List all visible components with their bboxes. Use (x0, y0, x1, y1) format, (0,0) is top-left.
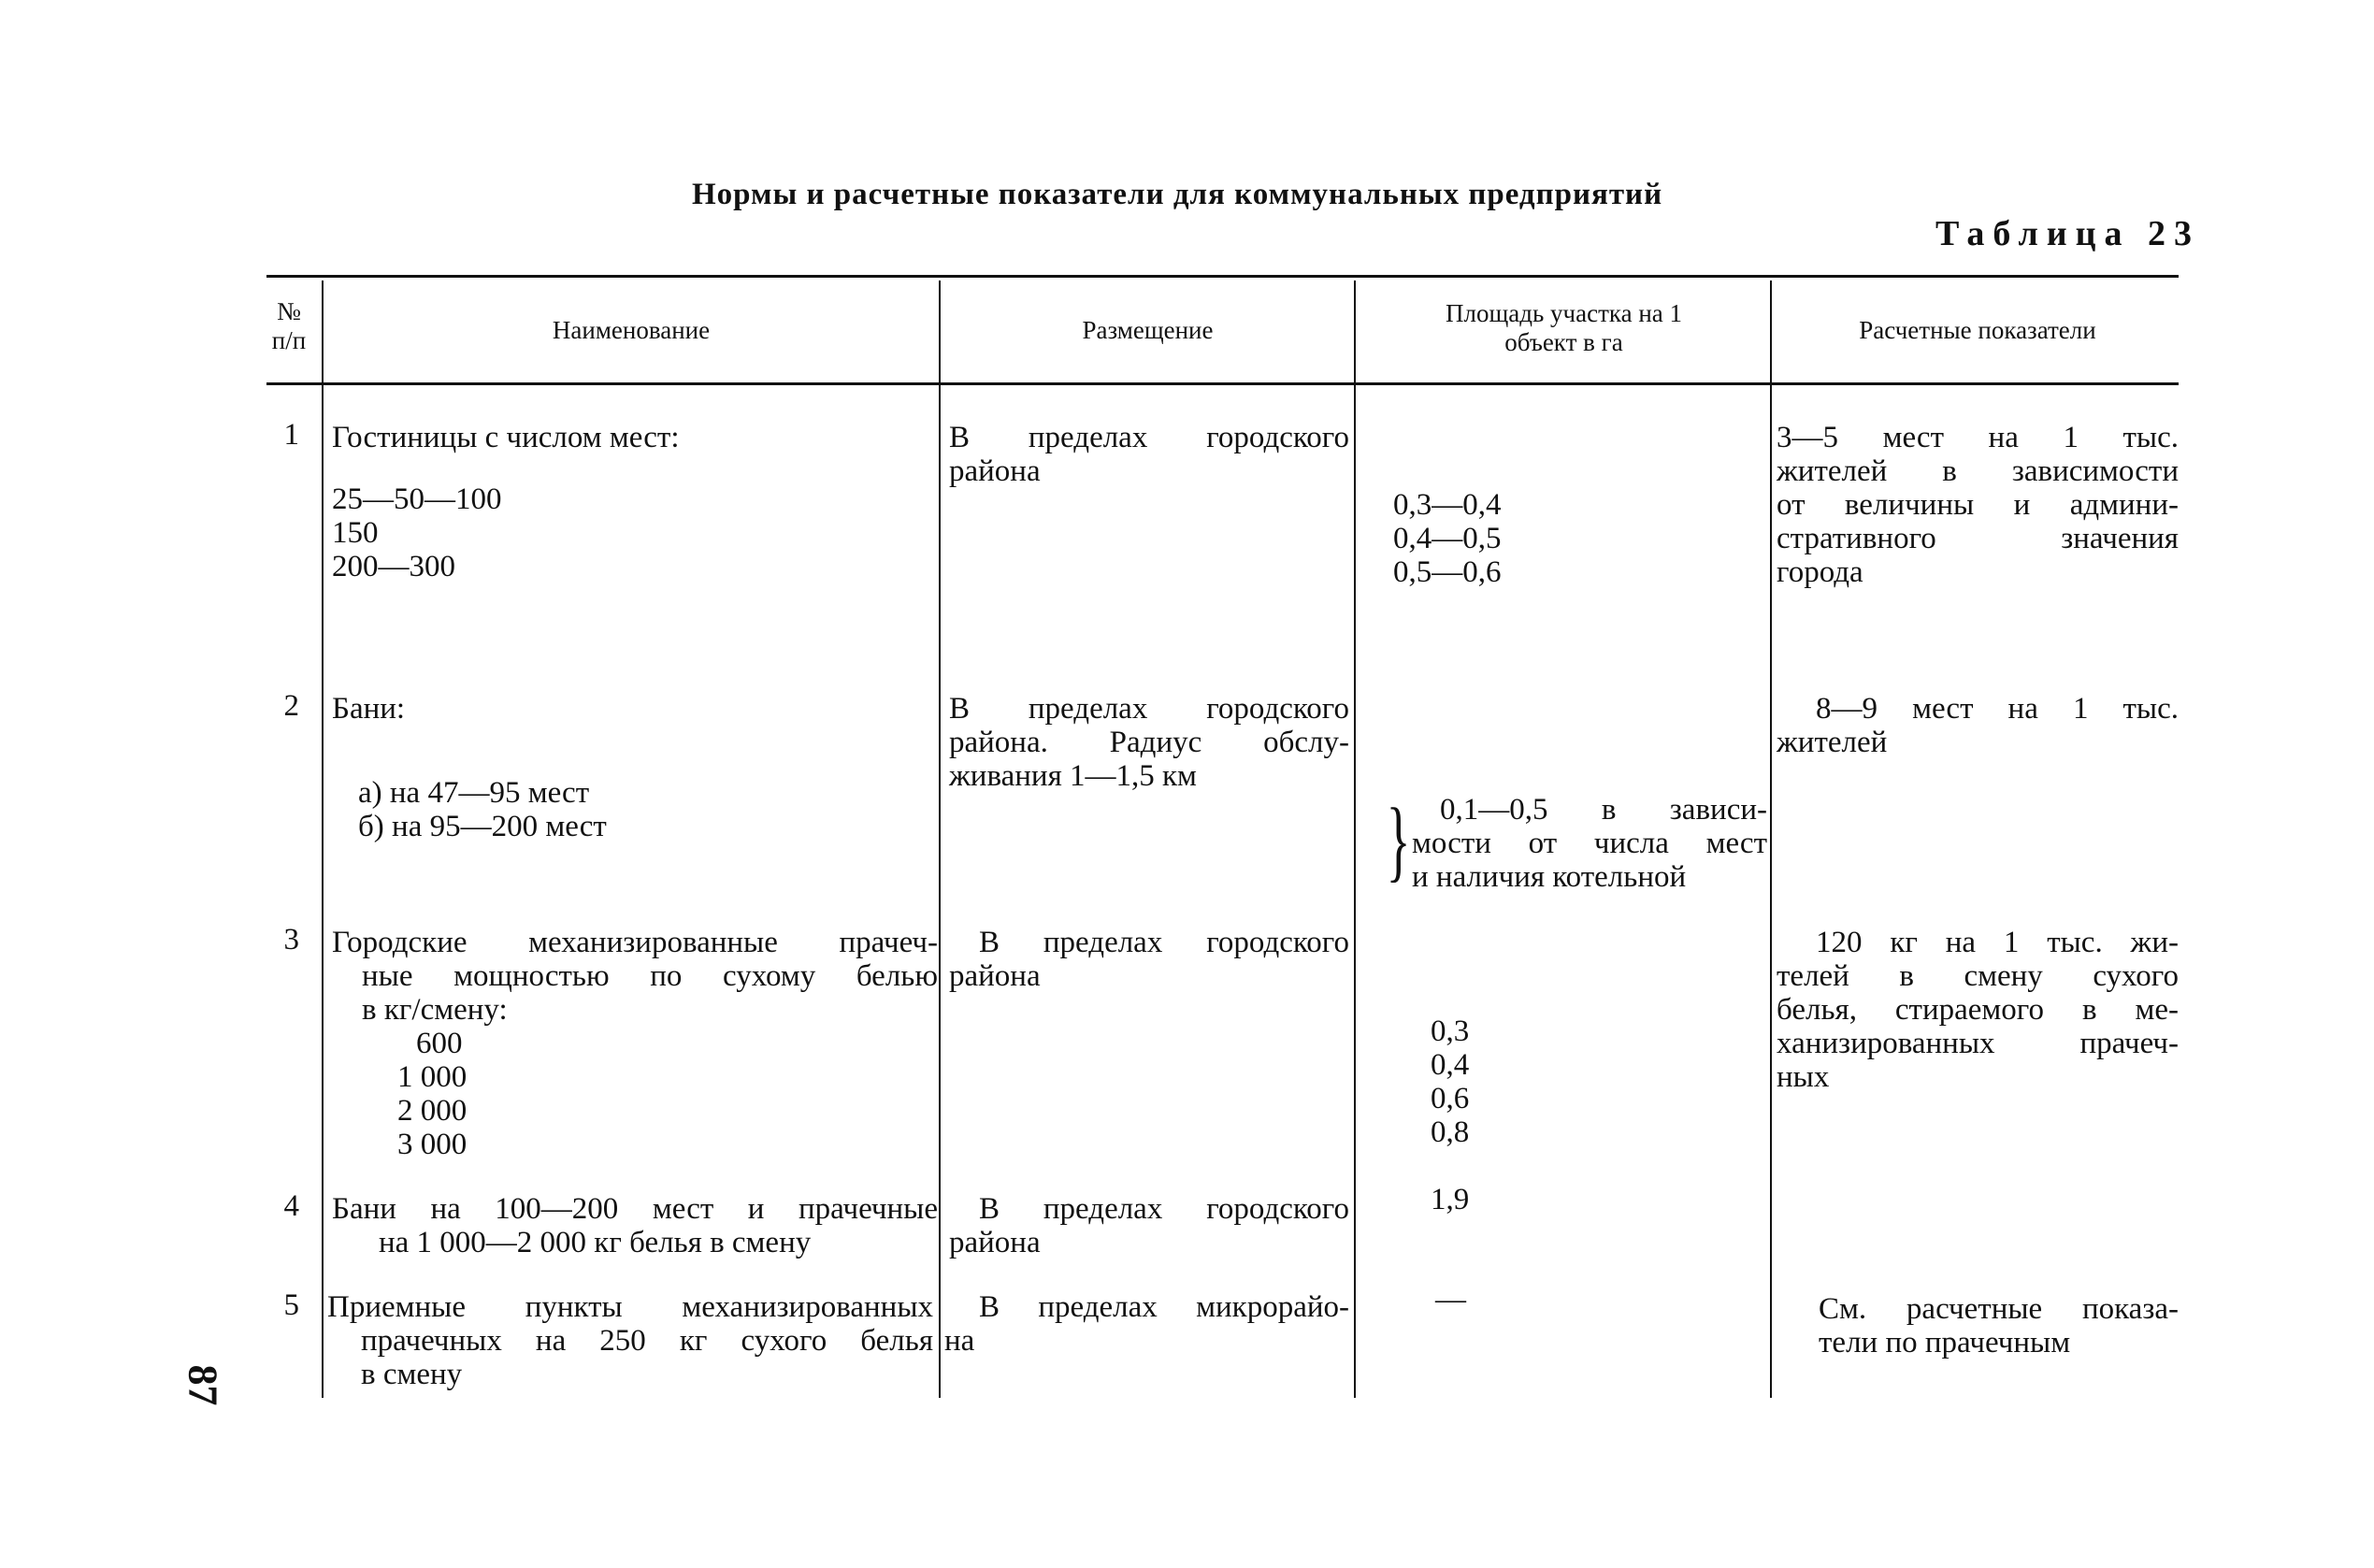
header-name: Наименование (552, 316, 711, 344)
row-3-indicator-line: ханизированных прачеч- (1777, 1027, 2179, 1060)
row-2-placement-line: В пределах городского (949, 692, 1349, 726)
row-5-area (1435, 1283, 1716, 1316)
row-1-name-line: Гостиницы с числом мест: (332, 421, 680, 454)
row-2-area-line: 0,1—0,5 в зависи- (1440, 793, 1767, 827)
header-placement: Размещение (1082, 316, 1214, 344)
row-1-area-line: 0,3—0,4 (1393, 488, 1502, 522)
row-4-placement (949, 1192, 1349, 1259)
row-3-placement-line: района (949, 959, 1041, 993)
row-5-area-line: — (1435, 1283, 1466, 1316)
row-4-name (332, 1192, 938, 1259)
row-3-name-line: 1 000 (397, 1060, 468, 1094)
row-4-area (1431, 1183, 1711, 1216)
row-3-num: 3 (283, 923, 299, 957)
row-4-name-line: Бани на 100—200 мест и прачечные (332, 1192, 938, 1226)
row-4-placement-line: района (949, 1226, 1041, 1259)
row-2-placement-line: живания 1—1,5 км (949, 759, 1197, 793)
row-2-name-line: Бани: (332, 692, 406, 726)
column-rule-4 (1770, 281, 1772, 1398)
row-3-name-line: Городские механизированные прачеч- (332, 926, 938, 959)
row-3-name-line: 3 000 (397, 1128, 468, 1161)
row-3-indicator-line: белья, стираемого в ме- (1777, 993, 2179, 1027)
row-3-name-line: 2 000 (397, 1094, 468, 1128)
brace-symbol: } (1386, 790, 1411, 891)
row-3-indicator-line: 120 кг на 1 тыс. жи- (1816, 926, 2179, 959)
row-4-area-line: 1,9 (1431, 1183, 1470, 1216)
top-rule (266, 275, 2179, 278)
column-rule-3 (1354, 281, 1356, 1398)
row-2-indicators (1777, 692, 2179, 759)
row-5-name-line: Приемные пункты механизированных (327, 1290, 933, 1324)
row-5-name-line: в смену (361, 1358, 463, 1391)
row-1-area-line: 0,4—0,5 (1393, 522, 1502, 555)
row-1-indicator-line: от величины и админи- (1777, 488, 2179, 522)
row-5-name-line: прачечных на 250 кг сухого белья (361, 1324, 933, 1358)
row-3-name-line: в кг/смену: (362, 993, 508, 1027)
header-num-line1: № (277, 297, 301, 325)
row-3-name-line: 600 (416, 1027, 463, 1060)
row-5-num: 5 (283, 1288, 299, 1322)
row-1-indicator-line: города (1777, 555, 1863, 589)
row-1-indicators (1777, 421, 2179, 589)
row-2-placement-line: района. Радиус обслу- (949, 726, 1349, 759)
row-2-name-line: а) на 47—95 мест (358, 776, 590, 810)
row-2-name-line (332, 759, 940, 776)
row-3-area-line: 0,6 (1431, 1082, 1470, 1115)
row-1-name-line: 150 (332, 516, 379, 550)
row-3-area (1431, 1014, 1711, 1149)
row-1-name-line: 25—50—100 (332, 482, 502, 516)
row-1-placement-line: района (949, 454, 1041, 488)
row-1-name-line (332, 454, 940, 482)
row-3-name-line: ные мощностью по сухому белью (362, 959, 938, 993)
row-4-placement-line: В пределах городского (979, 1192, 1349, 1226)
row-4-name-line: на 1 000—2 000 кг белья в смену (379, 1226, 812, 1259)
row-3-area-line: 0,8 (1431, 1115, 1470, 1149)
row-1-indicator-line: стративного значения (1777, 522, 2179, 555)
row-5-placement-line: на (944, 1324, 975, 1358)
header-area-line2: объект в га (1504, 328, 1623, 357)
row-3-name (332, 926, 938, 1161)
row-1-placement-line: В пределах городского (949, 421, 1349, 454)
header-rule (266, 382, 2179, 385)
row-3-indicator-line: телей в смену сухого (1777, 959, 2179, 993)
row-1-indicator-line: 3—5 мест на 1 тыс. (1777, 421, 2179, 454)
row-4-num: 4 (283, 1189, 299, 1223)
row-5-placement-line: В пределах микрорайо- (979, 1290, 1349, 1324)
row-3-placement-line: В пределах городского (979, 926, 1349, 959)
row-2-area (1412, 793, 1767, 894)
row-5-indicator-line: См. расчетные показа- (1819, 1292, 2179, 1326)
row-1-num: 1 (283, 418, 299, 452)
row-2-indicator-line: жителей (1777, 726, 1888, 759)
column-rule-1 (322, 281, 324, 1398)
row-1-indicator-line: жителей в зависимости (1777, 454, 2179, 488)
row-3-area-line: 0,3 (1431, 1014, 1470, 1048)
header-num-line2: п/п (271, 326, 307, 355)
header-area-line1: Площадь участка на 1 (1445, 299, 1683, 327)
row-5-name (327, 1290, 933, 1391)
row-2-name-line (332, 726, 940, 759)
row-1-name-line: 200—300 (332, 550, 455, 583)
row-2-area-line: и наличия котельной (1412, 860, 1687, 894)
row-2-num: 2 (283, 689, 299, 723)
row-1-area (1393, 488, 1748, 589)
header-num (260, 297, 318, 355)
row-5-indicators (1777, 1292, 2179, 1359)
header-indicators: Расчетные показатели (1859, 316, 2096, 344)
row-1-name (332, 421, 940, 583)
row-3-placement (949, 926, 1349, 993)
row-2-placement (949, 692, 1349, 793)
row-3-indicator-line: ных (1777, 1060, 1830, 1094)
row-3-indicators (1777, 926, 2179, 1094)
row-5-indicator-line: тели по прачечным (1819, 1326, 2071, 1359)
row-1-area-line: 0,5—0,6 (1393, 555, 1502, 589)
table-title: Нормы и расчетные показатели для коммунальных предприятий (692, 178, 1663, 211)
row-3-area-line: 0,4 (1431, 1048, 1470, 1082)
row-2-indicator-line: 8—9 мест на 1 тыс. (1816, 692, 2179, 726)
row-2-name-line: б) на 95—200 мест (358, 810, 607, 843)
row-1-placement (949, 421, 1349, 488)
header-area (1360, 299, 1767, 357)
row-2-area-line: мости от числа мест (1412, 827, 1767, 860)
table-label: Таблица 23 (1935, 214, 2201, 253)
row-2-name (332, 692, 940, 843)
row-5-placement (944, 1290, 1349, 1358)
page-number: 87 (180, 1364, 226, 1406)
